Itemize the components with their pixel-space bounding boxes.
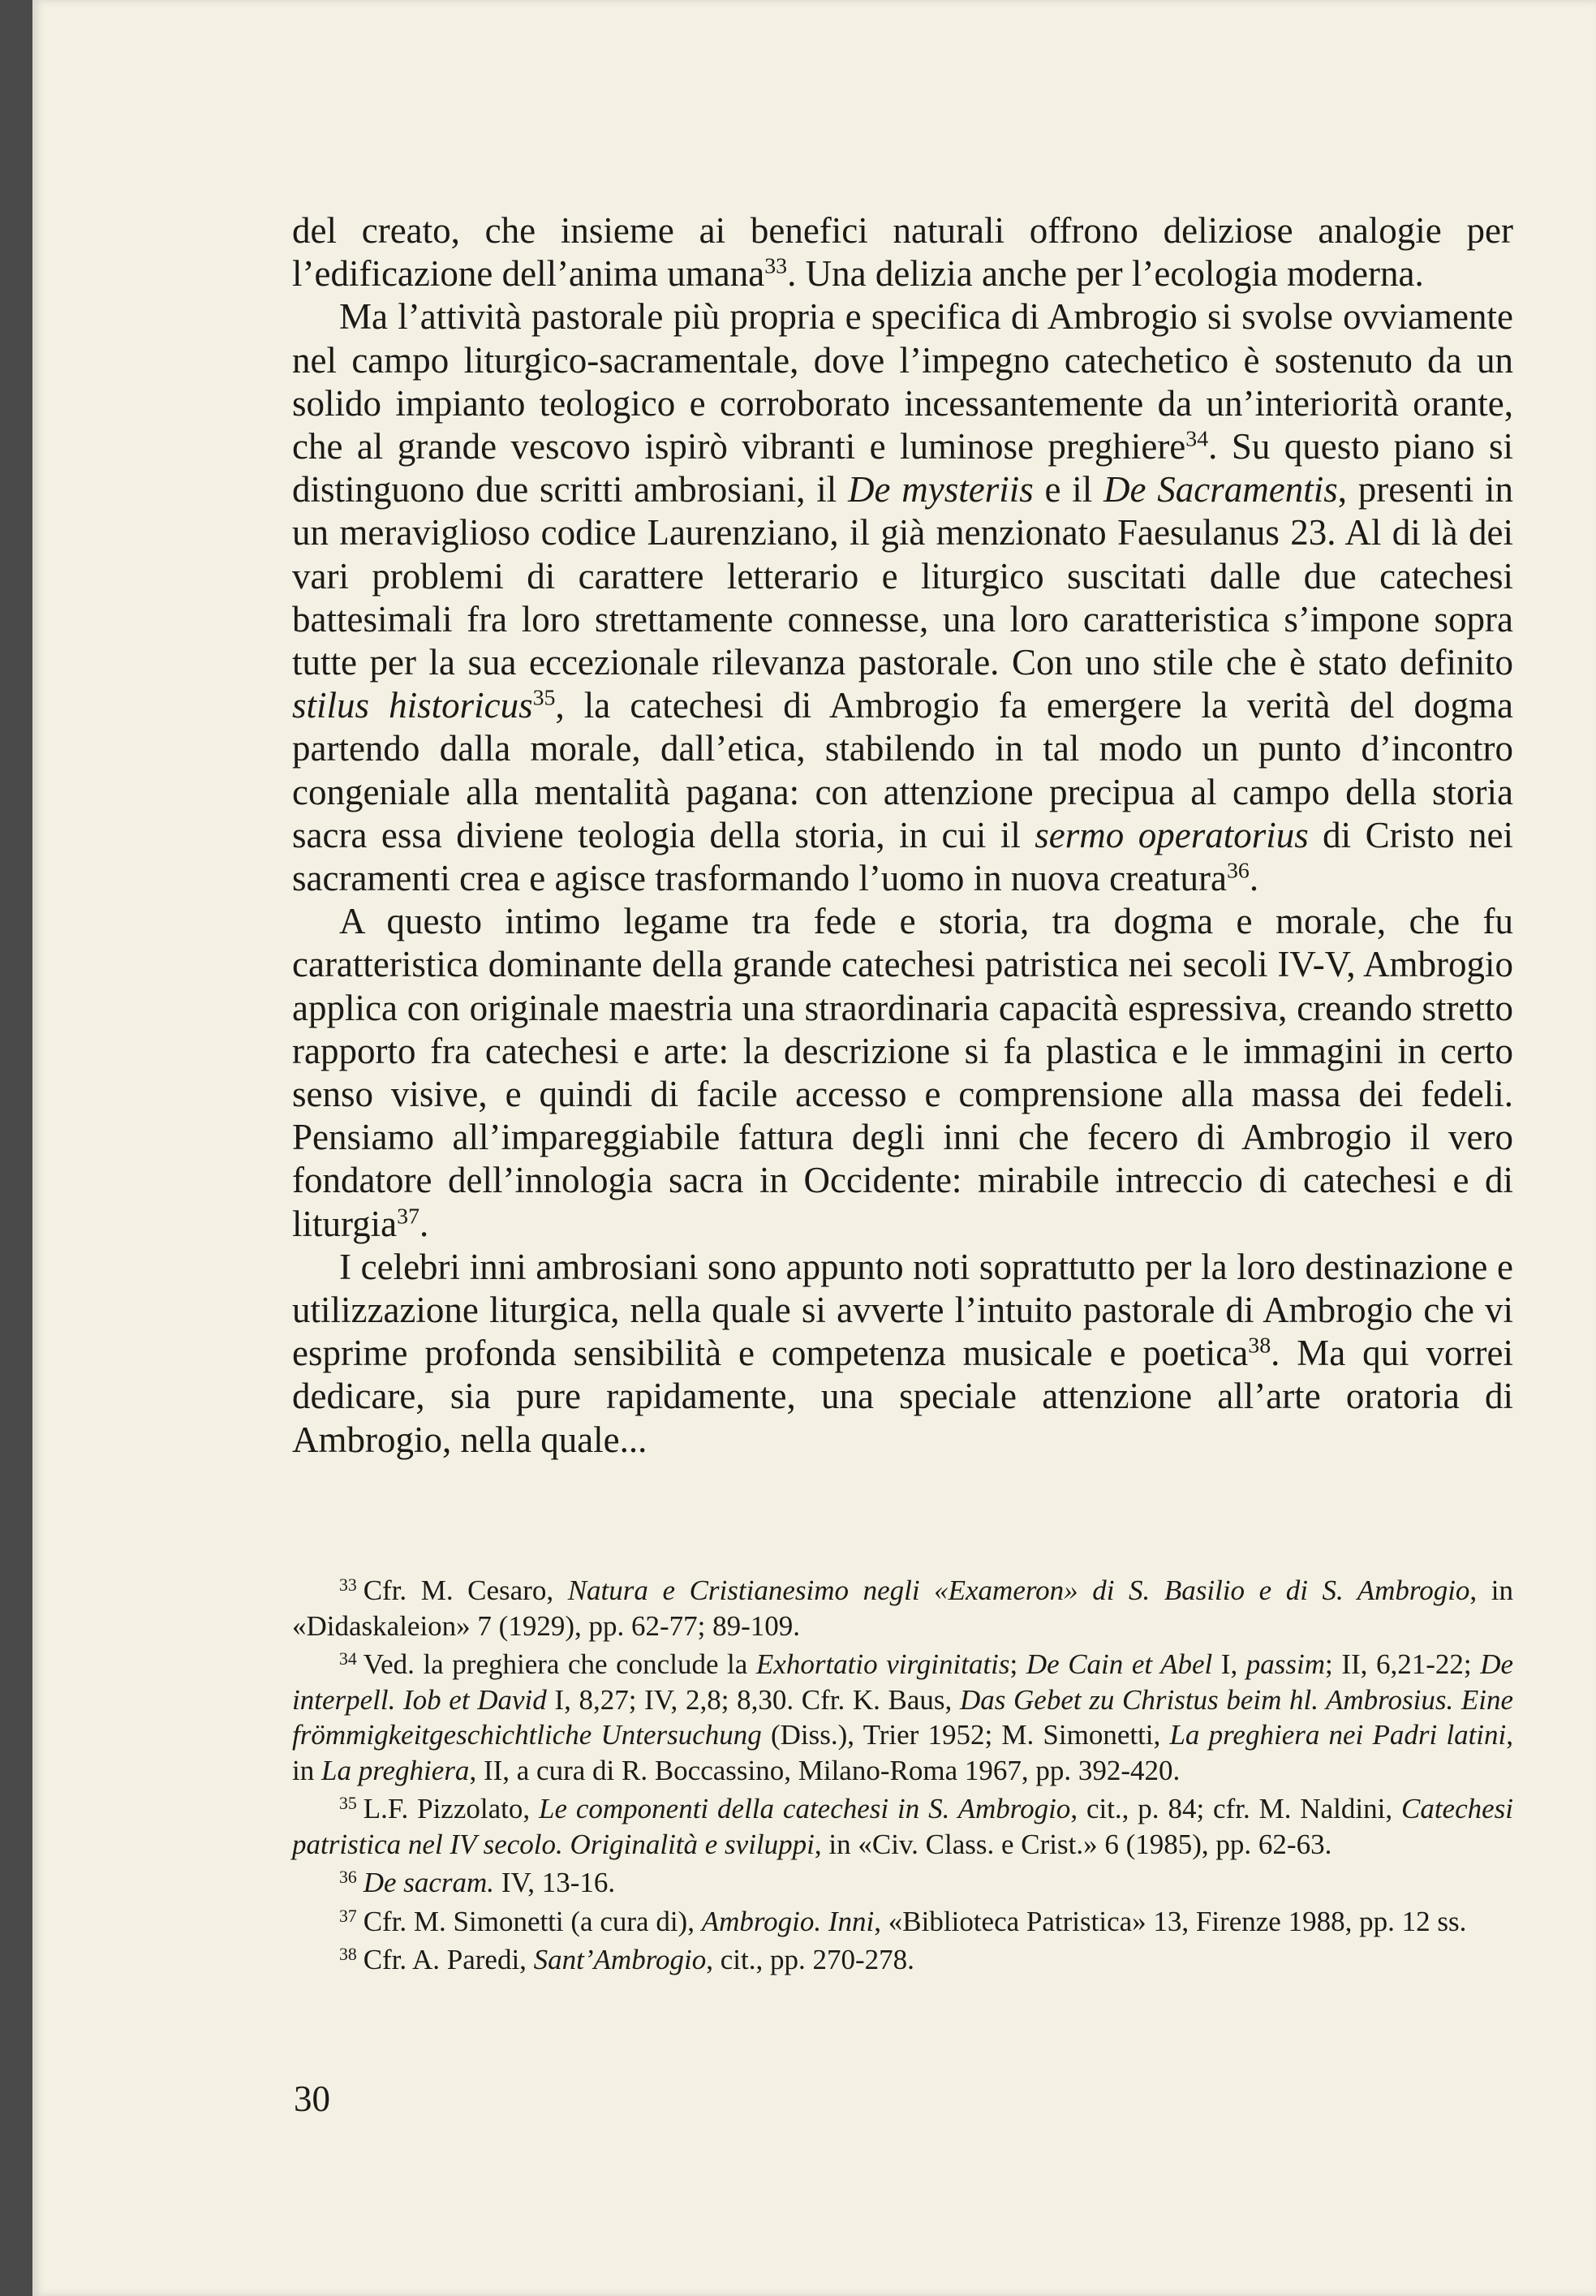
text-run: , in «Didaskaleion» 7 (1929), pp. 62-77; 89-109.: [292, 1574, 1513, 1642]
footnote-ref: 37: [397, 1204, 420, 1230]
footnote: [292, 1942, 1513, 1978]
italic-text: De Sacramentis: [1103, 469, 1338, 510]
footnote-ref: 36: [1226, 858, 1250, 884]
paragraph: [292, 295, 1513, 900]
italic-text: De mysteriis: [848, 469, 1034, 510]
text-run: Cfr. A. Paredi,: [363, 1944, 534, 1975]
footnote: [292, 1865, 1513, 1901]
text-run: Cfr. M. Cesaro,: [363, 1574, 568, 1606]
text-run: , presenti in un meraviglioso codice Laurenziano, il già menzionato Faesulanus 23. Al di là dei vari problemi di carattere letterario e liturgico suscitati dalle due catechesi battesimali fra loro strettamente connesse, una loro caratteristica s’impone sopra tutte per la sua eccezionale rilevanza pastorale. Con uno stile che è stato definito: [292, 469, 1513, 683]
footnote: [292, 1573, 1513, 1643]
text-run: ; II, 6,21-22;: [1325, 1648, 1481, 1680]
text-run: .: [419, 1203, 429, 1244]
text-run: Cfr. M. Simonetti (a cura di),: [363, 1905, 702, 1937]
text-run: I celebri inni ambrosiani sono appunto noti soprattutto per la loro destinazione e utilizzazione liturgica, nella quale si avverte l’intuito pastorale di Ambrogio che vi esprime profonda sensibilità e competenza musicale e poetica: [292, 1246, 1513, 1374]
text-run: del creato, che insieme ai benefici naturali offrono deliziose analogie per l’edificazione dell’anima umana: [292, 210, 1513, 295]
text-run: .: [1249, 858, 1259, 899]
text-run: , cit., p. 84; cfr. M. Naldini,: [1070, 1793, 1401, 1824]
text-run: di Cristo nei sacramenti crea e agisce trasformando l’uomo in nuova creatura: [292, 814, 1514, 899]
footnote: [292, 1647, 1513, 1788]
footnote-ref: 38: [1248, 1333, 1271, 1359]
footnote-ref: 33: [764, 253, 788, 279]
italic-text: Ambrogio. Inni: [701, 1905, 875, 1937]
footnote: [292, 1791, 1513, 1862]
text-run: (Diss.), Trier 1952; M. Simonetti,: [761, 1719, 1170, 1751]
footnote-number: 36: [339, 1867, 357, 1888]
italic-text: Das Gebet zu Christus beim hl. Ambrosius. Eine frömmigkeitgeschichtliche Untersuchung: [292, 1683, 1513, 1751]
footnote-ref: 35: [532, 685, 556, 711]
text-run: A questo intimo legame tra fede e storia, tra dogma e morale, che fu caratteristica dominante della grande catechesi patristica nei secoli IV-V, Ambrogio applica con originale maestria una straordinaria capacità espressiva, creando stretto rapporto fra catechesi e arte: la descrizione si fa plastica e le immagini in certo senso visive, e quindi di facile accesso e comprensione alla massa dei fedeli. Pensiamo all’impareggiabile fattura degli inni che fecero di Ambrogio il vero fondatore dell’innologia sacra in Occidente: mirabile intreccio di catechesi e di liturgia: [292, 901, 1513, 1244]
text-run: . Su questo piano si distinguono due scritti ambrosiani, il: [292, 426, 1513, 510]
main-text: [292, 209, 1513, 1462]
italic-text: De sacram.: [363, 1867, 495, 1898]
text-run: Ved. la preghiera che conclude la: [363, 1648, 756, 1680]
italic-text: Le componenti della catechesi in S. Ambrogio: [538, 1793, 1071, 1824]
paragraph: [292, 1246, 1513, 1462]
italic-text: Natura e Cristianesimo negli «Exameron» di S. Basilio e di S. Ambrogio: [567, 1574, 1470, 1606]
footnote: [292, 1904, 1513, 1940]
paragraph: [292, 209, 1513, 295]
text-run: , in «Civ. Class. e Crist.» 6 (1985), pp. 62-63.: [814, 1828, 1332, 1860]
italic-text: Exhortatio virginitatis: [755, 1648, 1010, 1680]
footnotes: [292, 1573, 1513, 1981]
italic-text: De Cain et Abel: [1026, 1648, 1213, 1680]
text-run: Ma l’attività pastorale più propria e specifica di Ambrogio si svolse ovviamente nel campo liturgico-sacramentale, dove l’impegno catechetico è sostenuto da un solido impianto teologico e corroborato incessantemente da un’interiorità orante, che al grande vescovo ispirò vibranti e luminose preghiere: [292, 296, 1513, 467]
text-run: , la catechesi di Ambrogio fa emergere la verità del dogma partendo dalla morale, dall’etica, stabilendo in tal modo un punto d’incontro congeniale alla mentalità pagana: con attenzione precipua al campo della storia sacra essa diviene teologia della storia, in cui il: [292, 685, 1513, 855]
text-run: , «Biblioteca Patristica» 13, Firenze 1988, pp. 12 ss.: [874, 1905, 1467, 1937]
text-run: . Ma qui vorrei dedicare, sia pure rapidamente, una speciale attenzione all’arte oratoria di Ambrogio, nella quale...: [292, 1333, 1513, 1460]
italic-text: De interpell. Iob et David: [292, 1648, 1513, 1716]
text-run: I, 8,27; IV, 2,8; 8,30. Cfr. K. Baus,: [546, 1683, 960, 1716]
page-number: 30: [294, 2078, 330, 2119]
italic-text: La preghiera nei Padri latini: [1169, 1719, 1507, 1751]
book-page: [32, 0, 1596, 2296]
footnote-number: 34: [339, 1649, 357, 1669]
italic-text: passim: [1245, 1648, 1326, 1680]
text-run: e il: [1033, 469, 1104, 510]
footnote-ref: 34: [1185, 426, 1209, 452]
text-run: . Una delizia anche per l’ecologia moderna.: [787, 253, 1424, 295]
italic-text: stilus historicus: [292, 685, 533, 726]
text-run: I,: [1212, 1648, 1246, 1680]
italic-text: Catechesi patristica nel IV secolo. Originalità e sviluppi: [292, 1793, 1513, 1860]
text-run: , II, a cura di R. Boccassino, Milano-Roma 1967, pp. 392-420.: [469, 1754, 1181, 1786]
text-run: IV, 13-16.: [494, 1867, 616, 1898]
text-run: L.F. Pizzolato,: [363, 1793, 539, 1824]
text-run: , in: [292, 1719, 1513, 1786]
text-run: , cit., pp. 270-278.: [706, 1944, 914, 1975]
italic-text: Sant’Ambrogio: [533, 1944, 707, 1975]
footnote-number: 35: [339, 1794, 357, 1814]
italic-text: La preghiera: [320, 1754, 470, 1786]
footnote-number: 37: [339, 1906, 357, 1926]
text-run: ;: [1009, 1648, 1026, 1680]
footnote-number: 33: [339, 1575, 357, 1596]
footnote-number: 38: [339, 1945, 357, 1965]
paragraph: [292, 900, 1513, 1246]
italic-text: sermo operatorius: [1035, 814, 1309, 855]
